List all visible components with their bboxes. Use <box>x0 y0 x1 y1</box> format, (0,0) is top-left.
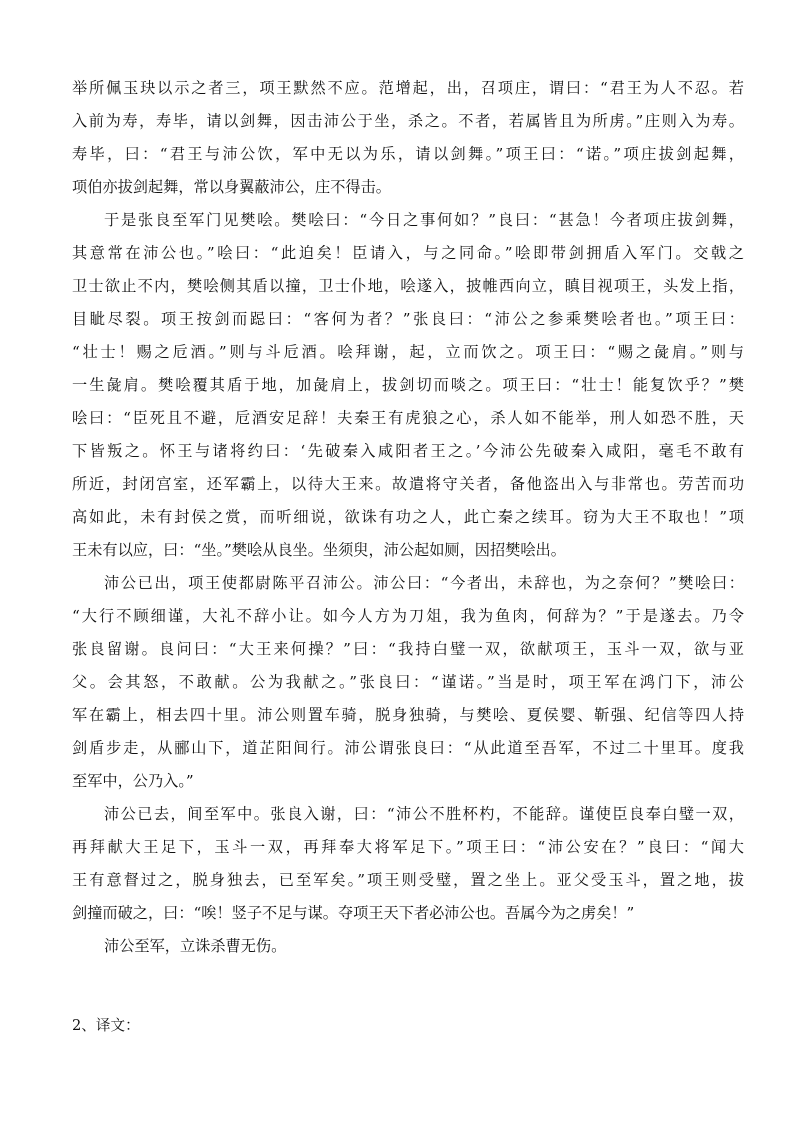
paragraph-4 <box>72 798 744 930</box>
text-line: 父。会其怒，不敢献。公为我献之。”张良曰：“谨诺。”当是时，项王军在鸿门下，沛公 <box>72 673 744 691</box>
text-line: 哙曰：“臣死且不避，卮酒安足辞！夫秦王有虎狼之心，杀人如不能举，刑人如恐不胜，天 <box>72 409 744 427</box>
text-line: 高如此，未有封侯之赏，而听细说，欲诛有功之人，此亡秦之续耳。窃为大王不取也！”项 <box>72 508 744 526</box>
text-line: 沛公已去，间至军中。张良入谢，曰：“沛公不胜杯杓，不能辞。谨使臣良奉白璧一双， <box>104 805 744 823</box>
section-gap <box>72 963 744 1009</box>
text-line: 至军中，公乃入。” <box>72 772 194 790</box>
paragraph-2 <box>72 204 744 567</box>
text-line: 剑盾步走，从郦山下，道芷阳间行。沛公谓张良曰：“从此道至吾军，不过二十里耳。度我 <box>72 739 744 757</box>
text-line: 王有意督过之，脱身独去，已至军矣。”项王则受璧，置之坐上。亚父受玉斗，置之地，拔 <box>72 871 744 889</box>
paragraph-3 <box>72 567 744 798</box>
text-line: 下皆叛之。怀王与诸将约曰：‘先破秦入咸阳者王之。’今沛公先破秦入咸阳，毫毛不敢有 <box>72 442 744 460</box>
text-line: 项伯亦拔剑起舞，常以身翼蔽沛公，庄不得击。 <box>72 178 391 196</box>
text-line: 目眦尽裂。项王按剑而跽曰：“客何为者？”张良曰：“沛公之参乘樊哙者也。”项王曰： <box>72 310 744 328</box>
section-heading: 2、译文： <box>72 1017 140 1034</box>
document-page <box>72 72 744 1042</box>
text-line: 寿毕，曰：“君王与沛公饮，军中无以为乐，请以剑舞。”项王曰：“诺。”项庄拔剑起舞， <box>72 145 744 163</box>
text-line: 剑撞而破之，曰：“唉！竖子不足与谋。夺项王天下者必沛公也。吾属今为之虏矣！” <box>72 904 635 922</box>
text-line: 于是张良至军门见樊哙。樊哙曰：“今日之事何如？”良曰：“甚急！今者项庄拔剑舞， <box>104 211 744 229</box>
text-line: 卫士欲止不内，樊哙侧其盾以撞，卫士仆地，哙遂入，披帷西向立，瞋目视项王，头发上指， <box>72 277 744 295</box>
text-line: 举所佩玉玦以示之者三，项王默然不应。范增起，出，召项庄，谓曰：“君王为人不忍。若 <box>72 79 744 97</box>
text-line: 入前为寿，寿毕，请以剑舞，因击沛公于坐，杀之。不者，若属皆且为所虏。”庄则入为寿。 <box>72 112 744 130</box>
paragraph-1 <box>72 72 744 204</box>
paragraph-5 <box>72 930 744 963</box>
text-line: “大行不顾细谨，大礼不辞小让。如今人方为刀俎，我为鱼肉，何辞为？”于是遂去。乃令 <box>72 607 744 625</box>
text-line: 沛公已出，项王使都尉陈平召沛公。沛公曰：“今者出，未辞也，为之奈何？”樊哙曰： <box>104 574 744 592</box>
text-line: 其意常在沛公也。”哙曰：“此迫矣！臣请入，与之同命。”哙即带剑拥盾入军门。交戟之 <box>72 244 744 262</box>
text-line: 张良留谢。良问曰：“大王来何操？”曰：“我持白璧一双，欲献项王，玉斗一双，欲与亚 <box>72 640 744 658</box>
text-line: 沛公至军，立诛杀曹无伤。 <box>104 937 287 955</box>
text-line: 一生彘肩。樊哙覆其盾于地，加彘肩上，拔剑切而啖之。项王曰：“壮士！能复饮乎？”樊 <box>72 376 744 394</box>
text-line: “壮士！赐之卮酒。”则与斗卮酒。哙拜谢，起，立而饮之。项王曰：“赐之彘肩。”则与 <box>72 343 744 361</box>
text-line: 军在霸上，相去四十里。沛公则置车骑，脱身独骑，与樊哙、夏侯婴、靳强、纪信等四人持 <box>72 706 744 724</box>
text-line: 王未有以应，曰：“坐。”樊哙从良坐。坐须臾，沛公起如厕，因招樊哙出。 <box>72 541 566 559</box>
text-line: 再拜献大王足下，玉斗一双，再拜奉大将军足下。”项王曰：“沛公安在？”良曰：“闻大 <box>72 838 744 856</box>
text-line: 所近，封闭宫室，还军霸上，以待大王来。故遣将守关者，备他盗出入与非常也。劳苦而功 <box>72 475 744 493</box>
